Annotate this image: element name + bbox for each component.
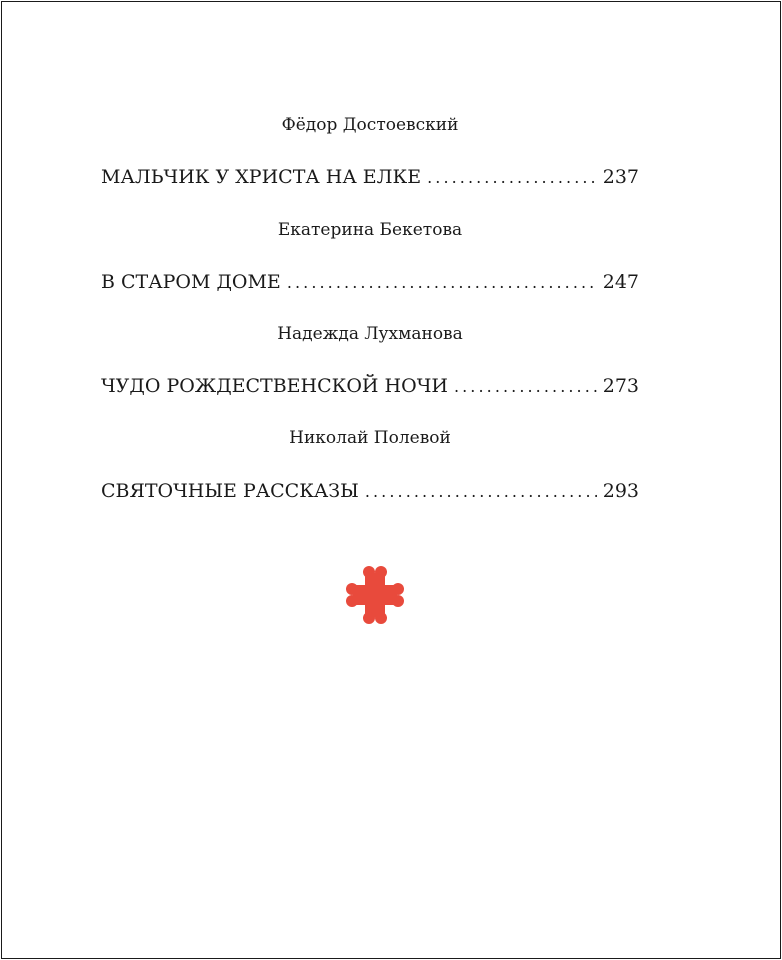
cross-ornament-icon: [342, 562, 408, 628]
toc-entry[interactable]: [101, 373, 639, 400]
toc-entry-title: В СТАРОМ ДОМЕ: [101, 271, 281, 293]
toc-entry-title: ЧУДО РОЖДЕСТВЕНСКОЙ НОЧИ: [101, 375, 448, 397]
toc-entry-title: МАЛЬЧИК У ХРИСТА НА ЕЛКЕ: [101, 166, 422, 188]
book-page: [1, 1, 781, 959]
dot-leader: [427, 165, 597, 191]
toc-entry-page-number: 247: [602, 271, 639, 293]
cross-ornament-graphic: [342, 562, 408, 628]
toc-entry-page-number: 273: [602, 375, 639, 397]
toc-entry[interactable]: [101, 269, 639, 296]
toc-entry-page-number: 237: [602, 166, 639, 188]
toc-entry[interactable]: [101, 478, 639, 505]
toc-author: Надежда Лухманова: [277, 324, 463, 344]
dot-leader: [365, 479, 597, 505]
toc-author: Николай Полевой: [289, 428, 451, 448]
dot-leader: [287, 270, 597, 296]
toc-author: Фёдор Достоевский: [281, 115, 459, 135]
toc-entry[interactable]: [101, 164, 639, 191]
dot-leader: [454, 374, 597, 400]
toc-author: Екатерина Бекетова: [277, 220, 463, 240]
toc-entry-title: СВЯТОЧНЫЕ РАССКАЗЫ: [101, 480, 359, 502]
toc-entry-page-number: 293: [602, 480, 639, 502]
